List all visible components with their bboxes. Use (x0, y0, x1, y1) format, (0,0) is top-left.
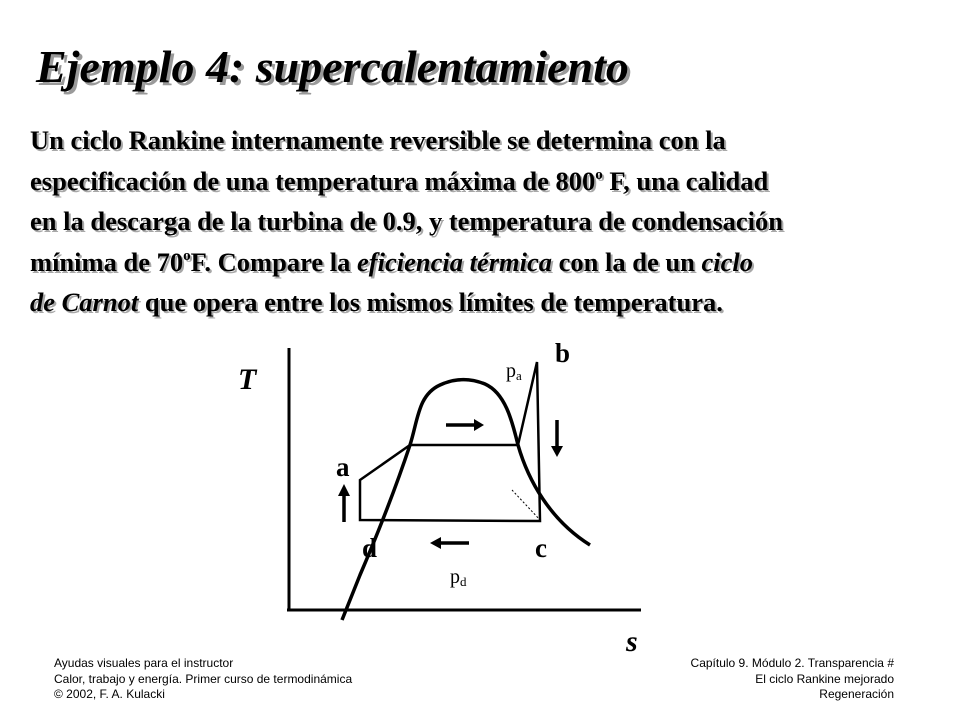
point-d-label: d (362, 533, 378, 563)
footer-left (54, 656, 352, 703)
condenser-arrow (430, 537, 469, 549)
slide-title: Ejemplo 4: supercalentamiento (36, 41, 629, 92)
point-b-label: b (555, 338, 571, 368)
statement-line-1: Un ciclo Rankine internamente reversible se determina con la (30, 125, 726, 155)
footer-left-line-2: Calor, trabajo y energía. Primer curso de termodinámica (54, 671, 353, 686)
pressure-pa-label: pa (506, 360, 522, 383)
statement-line-3: en la descarga de la turbina de 0.9, y temperatura de condensación (30, 206, 784, 236)
heating-arrow (446, 419, 484, 431)
footer-right (691, 656, 894, 703)
footer-right-line-3: Regeneración (819, 687, 894, 701)
s-axis-label: s (626, 625, 638, 658)
footer-left-line-1: Ayudas visuales para el instructor (54, 656, 234, 670)
dashed-line (512, 490, 541, 521)
point-a-label: a (336, 452, 350, 482)
statement-line-5: de Carnot que opera entre los mismos límites de temperatura. (30, 287, 723, 317)
footer-left-line-3: © 2002, F. A. Kulacki (54, 687, 165, 701)
turbine-arrow (551, 420, 563, 457)
point-c-label: c (535, 533, 547, 563)
pressure-pd-label: pd (450, 566, 467, 589)
pump-arrow (338, 484, 350, 522)
footer-right-line-1: Capítulo 9. Módulo 2. Transparencia # (690, 656, 894, 670)
t-axis-label: T (238, 363, 257, 396)
statement-line-2: especificación de una temperatura máxima de 800$^o$ F, una calidad (30, 165, 769, 196)
statement-line-4: mínima de 70$^o$F. Compare la eficiencia térmica con la de un ciclo (30, 246, 753, 277)
footer-right-line-2: El ciclo Rankine mejorado (755, 671, 894, 686)
cycle-path (360, 362, 540, 521)
